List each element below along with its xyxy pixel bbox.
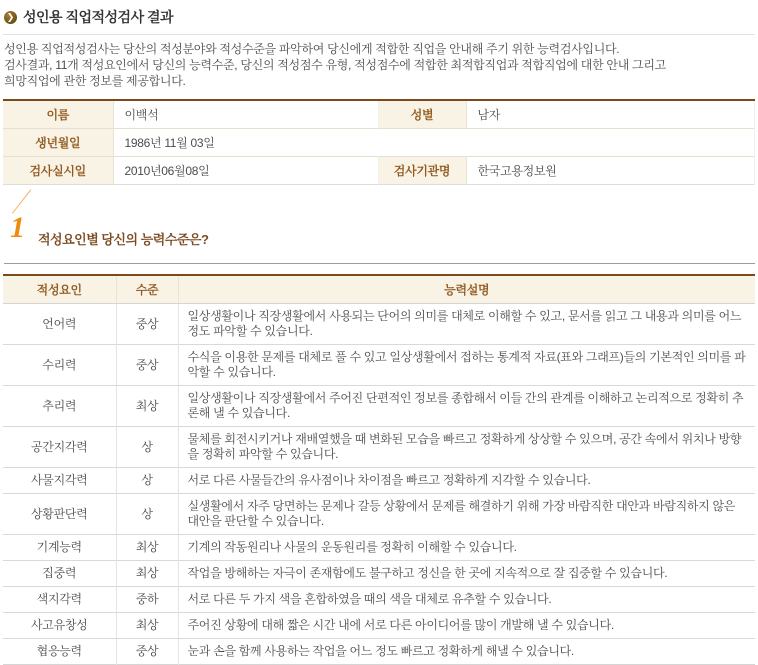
name-label: 이름 <box>3 100 113 128</box>
description-cell: 수식을 이용한 문제를 대체로 풀 수 있고 일상생활에서 접하는 통계적 자료(표와 그래프)들의 기본적인 의미를 파악할 수 있습니다. <box>178 345 755 386</box>
intro-line: 성인용 직업적성검사는 당산의 적성분야와 적성수준을 파악하여 당신에게 적합한 직업을 안내해 주기 위한 능력검사입니다. <box>4 41 755 57</box>
header-description: 능력설명 <box>178 275 755 304</box>
section-number-slash-decoration <box>12 189 31 213</box>
section-number-icon <box>10 211 36 245</box>
table-row <box>3 468 755 494</box>
level-cell: 중상 <box>116 345 178 386</box>
description-cell: 서로 다른 두 가지 색을 혼합하였을 때의 색을 대체로 유추할 수 있습니다. <box>178 587 755 613</box>
section1-title: 적성요인별 당신의 능력수준은? <box>38 219 208 248</box>
table-row <box>3 128 755 156</box>
table-row <box>3 345 755 386</box>
factor-cell: 협응능력 <box>3 639 116 665</box>
level-cell: 최상 <box>116 386 178 427</box>
birthdate-label: 생년월일 <box>3 128 113 156</box>
test-date-value: 2010년06월08일 <box>113 156 378 184</box>
factor-cell: 집중력 <box>3 561 116 587</box>
table-row <box>3 156 755 184</box>
level-cell: 중하 <box>116 587 178 613</box>
page-title-bar <box>3 5 755 35</box>
intro-line: 검사결과, 11개 적성요인에서 당신의 능력수준, 당신의 적성점수 유형, 적성점수에 적합한 최적합직업과 적합직업에 대한 안내 그리고 <box>4 57 755 73</box>
test-date-label: 검사실시일 <box>3 156 113 184</box>
table-row <box>3 427 755 468</box>
table-row <box>3 100 755 128</box>
section1-heading <box>4 211 755 264</box>
gender-value: 남자 <box>466 100 755 128</box>
factor-cell: 상황판단력 <box>3 494 116 535</box>
description-cell: 일상생활이나 직장생활에서 주어진 단편적인 정보를 종합해서 이들 간의 관계를 이해하고 논리적으로 정확히 추론해 낼 수 있습니다. <box>178 386 755 427</box>
table-row <box>3 535 755 561</box>
examinee-info-table <box>3 99 755 185</box>
table-row <box>3 639 755 665</box>
description-cell: 작업을 방해하는 자극이 존재함에도 불구하고 정신을 한 곳에 지속적으로 잘 집중할 수 있습니다. <box>178 561 755 587</box>
factor-cell: 수리력 <box>3 345 116 386</box>
section-number: 1 <box>10 211 25 244</box>
level-cell: 최상 <box>116 613 178 639</box>
level-cell: 중상 <box>116 304 178 345</box>
factor-cell: 공간지각력 <box>3 427 116 468</box>
level-cell: 최상 <box>116 561 178 587</box>
bullet-arrow-icon: ❯ <box>4 11 17 24</box>
birthdate-value: 1986년 11월 03일 <box>113 128 755 156</box>
header-level: 수준 <box>116 275 178 304</box>
description-cell: 눈과 손을 함께 사용하는 작업을 어느 정도 빠르고 정확하게 해낼 수 있습니다. <box>178 639 755 665</box>
factor-cell: 색지각력 <box>3 587 116 613</box>
factor-cell: 사고유창성 <box>3 613 116 639</box>
description-cell: 주어진 상황에 대해 짧은 시간 내에 서로 다른 아이디어를 많이 개발해 낼 수 있습니다. <box>178 613 755 639</box>
description-cell: 물체를 회전시키거나 재배열했을 때 변화된 모습을 빠르고 정확하게 상상할 수 있으며, 공간 속에서 위치나 방향을 정확히 파악할 수 있습니다. <box>178 427 755 468</box>
table-header-row <box>3 275 755 304</box>
description-cell: 기계의 작동원리나 사물의 운동원리를 정확히 이해할 수 있습니다. <box>178 535 755 561</box>
agency-label: 검사기관명 <box>378 156 466 184</box>
page-title: 성인용 직업적성검사 결과 <box>23 7 173 27</box>
agency-value: 한국고용정보원 <box>466 156 755 184</box>
level-cell: 상 <box>116 468 178 494</box>
table-row <box>3 304 755 345</box>
intro-line: 희망직업에 관한 정보를 제공합니다. <box>4 73 755 89</box>
description-cell: 실생활에서 자주 당면하는 문제나 갈등 상황에서 문제를 해결하기 위해 가장 바람직한 대안과 바람직하지 않은 대안을 판단할 수 있습니다. <box>178 494 755 535</box>
table-row <box>3 494 755 535</box>
table-row <box>3 587 755 613</box>
level-cell: 최상 <box>116 535 178 561</box>
description-cell: 서로 다른 사물들간의 유사점이나 차이점을 빠르고 정확하게 지각할 수 있습니다. <box>178 468 755 494</box>
table-row <box>3 386 755 427</box>
name-value: 이백석 <box>113 100 378 128</box>
table-row <box>3 561 755 587</box>
factor-cell: 기계능력 <box>3 535 116 561</box>
table-row <box>3 613 755 639</box>
level-cell: 상 <box>116 427 178 468</box>
header-factor: 적성요인 <box>3 275 116 304</box>
factor-cell: 사물지각력 <box>3 468 116 494</box>
factor-cell: 언어력 <box>3 304 116 345</box>
factor-cell: 추리력 <box>3 386 116 427</box>
level-cell: 상 <box>116 494 178 535</box>
level-cell: 중상 <box>116 639 178 665</box>
intro-paragraph <box>3 35 755 89</box>
description-cell: 일상생활이나 직장생활에서 사용되는 단어의 의미를 대체로 이해할 수 있고, 문서를 읽고 그 내용과 의미를 어느 정도 파악할 수 있습니다. <box>178 304 755 345</box>
gender-label: 성별 <box>378 100 466 128</box>
aptitude-table <box>3 274 755 665</box>
